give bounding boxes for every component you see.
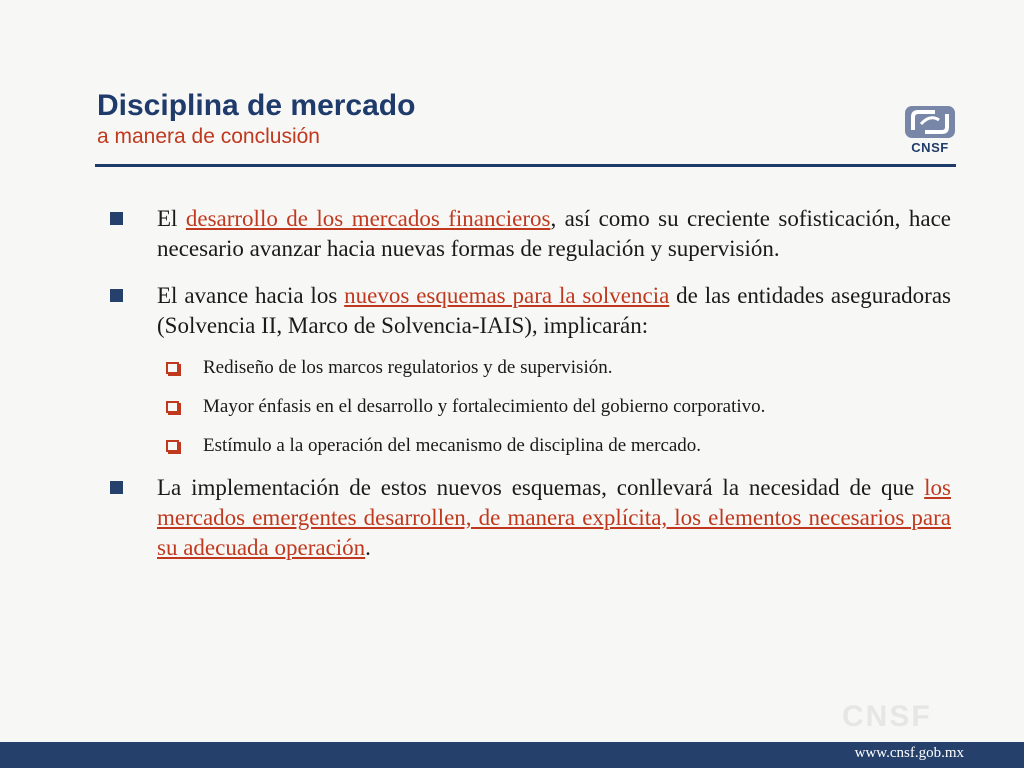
square-bullet-icon (110, 212, 123, 225)
bullet-item (110, 281, 951, 341)
highlight-link: nuevos esquemas para la solvencia (344, 283, 670, 308)
bullet-text: El desarrollo de los mercados financieros, así como su creciente sofisticación, hace necesario avanzar hacia nuevas formas de regulación y supervisión. (157, 206, 951, 261)
footer-bar (0, 742, 1024, 768)
sub-bullet-text: Estímulo a la operación del mecanismo de disciplina de mercado. (203, 435, 702, 456)
sub-bullet-item (110, 434, 951, 458)
hollow-square-bullet-icon (166, 401, 179, 413)
cnsf-watermark: CNSF (842, 700, 932, 733)
slide-subtitle: a manera de conclusión (97, 125, 320, 148)
footer-url: www.cnsf.gob.mx (854, 745, 964, 761)
cnsf-logo (903, 106, 957, 156)
hollow-square-bullet-icon (166, 440, 179, 452)
cnsf-logo-icon (905, 106, 955, 138)
bullet-list (110, 204, 951, 580)
sub-bullet-list (110, 356, 951, 458)
header-divider (95, 164, 956, 167)
highlight-link: los mercados emergentes desarrollen, de manera explícita, los elementos necesarios para su adecuada operación (157, 475, 951, 560)
hollow-square-bullet-icon (166, 362, 179, 374)
sub-bullet-text: Rediseño de los marcos regulatorios y de supervisión. (203, 357, 613, 378)
logo-text: CNSF (911, 140, 949, 155)
sub-bullet-text: Mayor énfasis en el desarrollo y fortalecimiento del gobierno corporativo. (203, 396, 766, 417)
square-bullet-icon (110, 481, 123, 494)
square-bullet-icon (110, 289, 123, 302)
bullet-text: La implementación de estos nuevos esquemas, conllevará la necesidad de que los mercados emergentes desarrollen, de manera explícita, los elementos necesarios para su adecuada operación. (157, 475, 951, 560)
bullet-text: El avance hacia los nuevos esquemas para la solvencia de las entidades aseguradoras (Solvencia II, Marco de Solvencia-IAIS), implicarán: (157, 283, 951, 338)
slide-header (97, 88, 415, 150)
bullet-item (110, 204, 951, 264)
sub-bullet-item (110, 395, 951, 419)
slide-title: Disciplina de mercado (97, 89, 416, 122)
highlight-link: desarrollo de los mercados financieros (185, 206, 551, 231)
sub-bullet-item (110, 356, 951, 380)
bullet-item (110, 473, 951, 563)
